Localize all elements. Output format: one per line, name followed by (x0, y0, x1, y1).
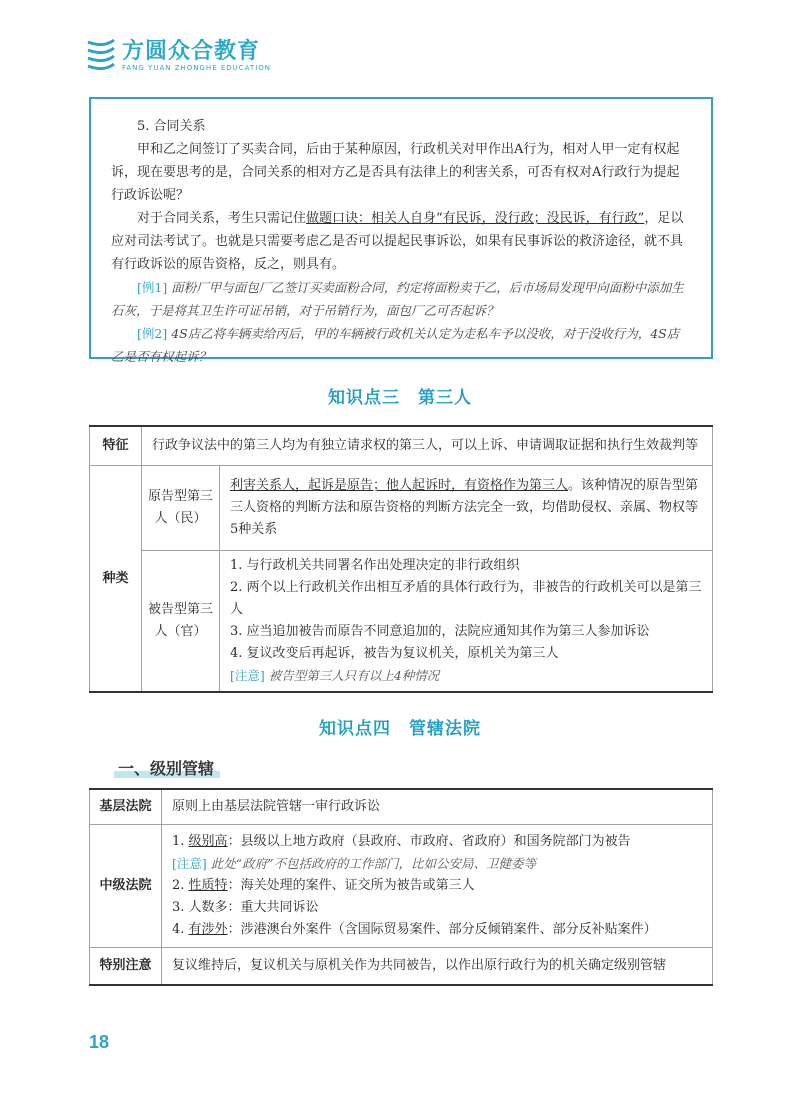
list-item (172, 875, 702, 897)
plaintiff-detail-text: 。该种情况的原告型第三人资格的判断方法和原告资格的判断方法完全一致，均借助侵权、亲属、物权等5种关系 (230, 478, 699, 537)
item-number: 2. (172, 878, 189, 893)
logo-mark-icon (86, 38, 116, 74)
subsection-title (118, 756, 214, 779)
case-example-box (89, 97, 713, 364)
case-paragraph-1: 甲和乙之间签订了买卖合同，后由于某种原因，行政机关对甲作出A行为，相对人甲一定有权起诉，现在要思考的是，合同关系的相对方乙是否具有法律上的利害关系，可否有权对A行政行为提起行政诉讼呢？ (111, 142, 680, 203)
plaintiff-third-party-header: 原告型第三人（民） (142, 466, 220, 551)
subsection-title-text: 一、级别管辖 (118, 759, 215, 778)
list-item (172, 831, 702, 853)
table-row (90, 466, 713, 551)
item-text: ：县级以上地方政府（县政府、市政府、省政府）和国务院部门为被告 (227, 834, 631, 849)
plaintiff-third-party-text (220, 466, 713, 551)
example-2 (111, 322, 689, 368)
item-keyword: 性质特 (188, 878, 228, 893)
item-number: 1. (172, 834, 189, 849)
page-number: 18 (89, 1032, 110, 1052)
note-tag: [注意] (230, 668, 265, 683)
table-row (90, 551, 713, 693)
mnemonic-text: 做题口诀：相关人自身“有民诉，没行政；没民诉，有行政” (306, 211, 645, 226)
example-1-tag: [例1] (137, 280, 168, 295)
item-number: 4. (172, 922, 189, 937)
plaintiff-key-text: 利害关系人，起诉是原告；他人起诉时，有资格作为第三人 (230, 478, 569, 493)
example-1-text: 面粉厂甲与面包厂乙签订买卖面粉合同，约定将面粉卖于乙，后市场局发现甲向面粉中添加生石灰，于是将其卫生许可证吊销，对于吊销行为，面包厂乙可否起诉？ (111, 280, 684, 318)
example-2-text: 4S店乙将车辆卖给丙后，甲的车辆被行政机关认定为走私车予以没收，对于没收行为，4S店乙是否有权起诉？ (111, 326, 680, 364)
table-row (90, 825, 713, 948)
list-item: 1. 与行政机关共同署名作出处理决定的非行政组织 (230, 558, 520, 573)
table-row (90, 948, 713, 986)
example-1 (111, 276, 689, 322)
case-paragraph-2 (111, 207, 689, 276)
basic-court-header: 基层法院 (90, 789, 162, 825)
note-tag: [注意] (172, 856, 207, 871)
case-paragraph-2-tail: ，足以应对司法考试了。也就是只需要考虑乙是否可以提起民事诉讼，如果有民事诉讼的救济途径，就不具有行政诉讼的原告资格，反之，则具有。 (111, 211, 684, 272)
list-item (172, 919, 702, 941)
publisher-logo (86, 38, 271, 74)
item-keyword: 有涉外 (188, 922, 228, 937)
example-2-tag: [例2] (137, 326, 168, 341)
feature-header: 特征 (90, 426, 142, 466)
table-row (90, 789, 713, 825)
section-3-title: 知识点三 第三人 (328, 388, 472, 408)
item-keyword: 级别高 (188, 834, 228, 849)
item-text: ：海关处理的案件、证交所为被告或第三人 (227, 878, 475, 893)
jurisdiction-table (89, 788, 713, 986)
list-item: 4. 复议改变后再起诉，被告为复议机关，原机关为第三人 (230, 646, 559, 661)
table-row (90, 426, 713, 466)
item-text: ：涉港澳台外案件（含国际贸易案件、部分反倾销案件、部分反补贴案件） (227, 922, 657, 937)
logo-name-en: FANG YUAN ZHONGHE EDUCATION (122, 64, 272, 72)
case-paragraph-2-lead: 对于合同关系，考生只需记住 (137, 211, 307, 226)
intermediate-court-list (162, 825, 713, 948)
logo-name: 方圆众合教育 (122, 39, 261, 64)
defendant-third-party-list (220, 551, 713, 693)
feature-text: 行政争议法中的第三人均为有独立请求权的第三人，可以上诉、申请调取证据和执行生效裁判等 (142, 426, 713, 466)
case-title: 5. 合同关系 (137, 119, 206, 134)
list-item: 2. 两个以上行政机关作出相互矛盾的具体行政行为，非被告的行政机关可以是第三人 (230, 580, 702, 617)
third-party-table (89, 425, 713, 693)
note-text: 此处“政府”不包括政府的工作部门，比如公安局、卫健委等 (210, 856, 537, 871)
special-note-header: 特别注意 (90, 948, 162, 986)
note-text: 被告型第三人只有以上4种情况 (268, 668, 440, 683)
list-item: 3. 人数多：重大共同诉讼 (172, 900, 319, 915)
section-4-title: 知识点四 管辖法院 (319, 719, 481, 739)
defendant-note (230, 665, 702, 687)
intermediate-court-header: 中级法院 (90, 825, 162, 948)
intermediate-note (172, 853, 702, 875)
basic-court-text: 原则上由基层法院管辖一审行政诉讼 (162, 789, 713, 825)
special-note-text: 复议维持后，复议机关与原机关作为共同被告，以作出原行政行为的机关确定级别管辖 (162, 948, 713, 986)
defendant-third-party-header: 被告型第三人（官） (142, 551, 220, 693)
list-item: 3. 应当追加被告而原告不同意追加的，法院应通知其作为第三人参加诉讼 (230, 624, 650, 639)
type-header: 种类 (90, 466, 142, 693)
